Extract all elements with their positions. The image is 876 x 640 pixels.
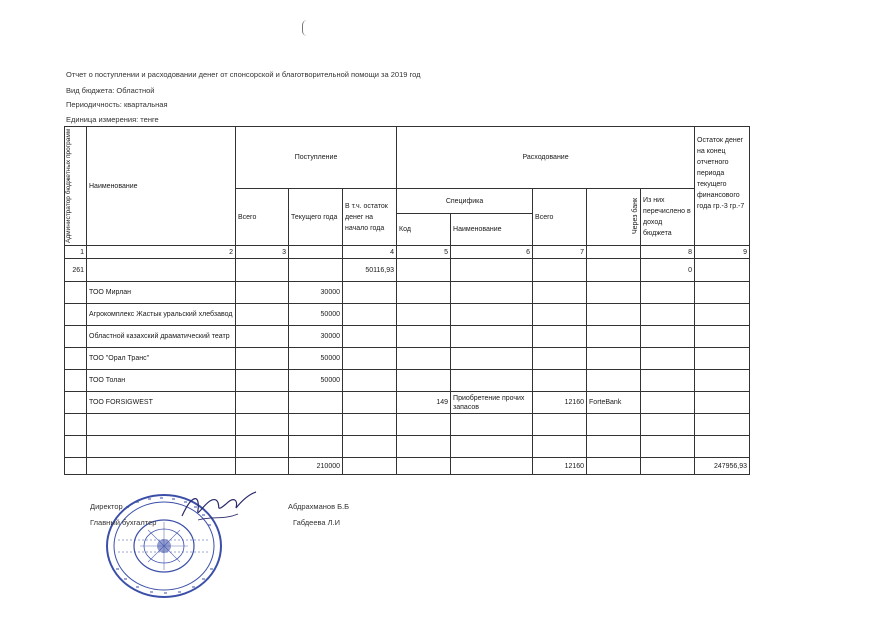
col-budget: Из них перечислено в доход бюджета: [641, 189, 695, 246]
accountant-name: Габдеева Л.И: [293, 518, 341, 527]
table-row: ТОО Мирлан 30000: [65, 282, 750, 304]
col-incl-balance: В т.ч. остаток денег на начало года: [343, 189, 397, 246]
col-total: Всего: [236, 189, 289, 246]
table-row: ТОО FORSIGWEST 149 Приобретение прочих запасов 12160 ForteBank: [65, 392, 750, 414]
director-label: Директор: [90, 502, 123, 511]
col-bank: Через банк: [587, 189, 641, 246]
table-row: Областной казахский драматический театр 30000: [65, 326, 750, 348]
col-name: Наименование: [87, 127, 236, 246]
report-table: [64, 126, 750, 475]
col-admin: Администратор бюджетных программ: [65, 127, 87, 246]
col-spec: Специфика: [397, 189, 533, 214]
col-remain: Остаток денег на конец отчетного периода текущего финансового года гр.-3 гр.-7: [695, 127, 750, 246]
report-title: Отчет о поступлении и расходовании денег от спонсорской и благотворительной помощи за 2019 год: [66, 70, 421, 79]
signature-scribble: [178, 486, 258, 526]
director-name: Абдрахманов Б.Б: [288, 502, 350, 511]
col-code: Код: [397, 214, 451, 246]
group-income: Поступление: [236, 127, 397, 189]
table-row: [65, 436, 750, 458]
group-expense: Расходование: [397, 127, 695, 189]
accountant-label: Главный бухгалтер: [90, 518, 157, 527]
measure-unit: Единица измерения: тенге: [66, 115, 159, 124]
scan-mark: [302, 20, 307, 36]
table-row: ТОО Толан 50000: [65, 370, 750, 392]
table-row: 261 50116,93 0: [65, 259, 750, 282]
table-row: ТОО "Орал Транс" 50000: [65, 348, 750, 370]
number-row: 1 2 3 4 5 6 7 8 9: [65, 246, 750, 259]
budget-type: Вид бюджета: Областной: [66, 86, 155, 95]
col-current-year: Текущего года: [289, 189, 343, 246]
table-row: Агрокомплекс Жастык уральский хлебзавод 50000: [65, 304, 750, 326]
totals-row: 210000 12160 247956,93: [65, 458, 750, 475]
col-exp-total: Всего: [533, 189, 587, 246]
periodicity: Периодичность: квартальная: [66, 100, 168, 109]
col-spec-name: Наименование: [451, 214, 533, 246]
table-row: [65, 414, 750, 436]
